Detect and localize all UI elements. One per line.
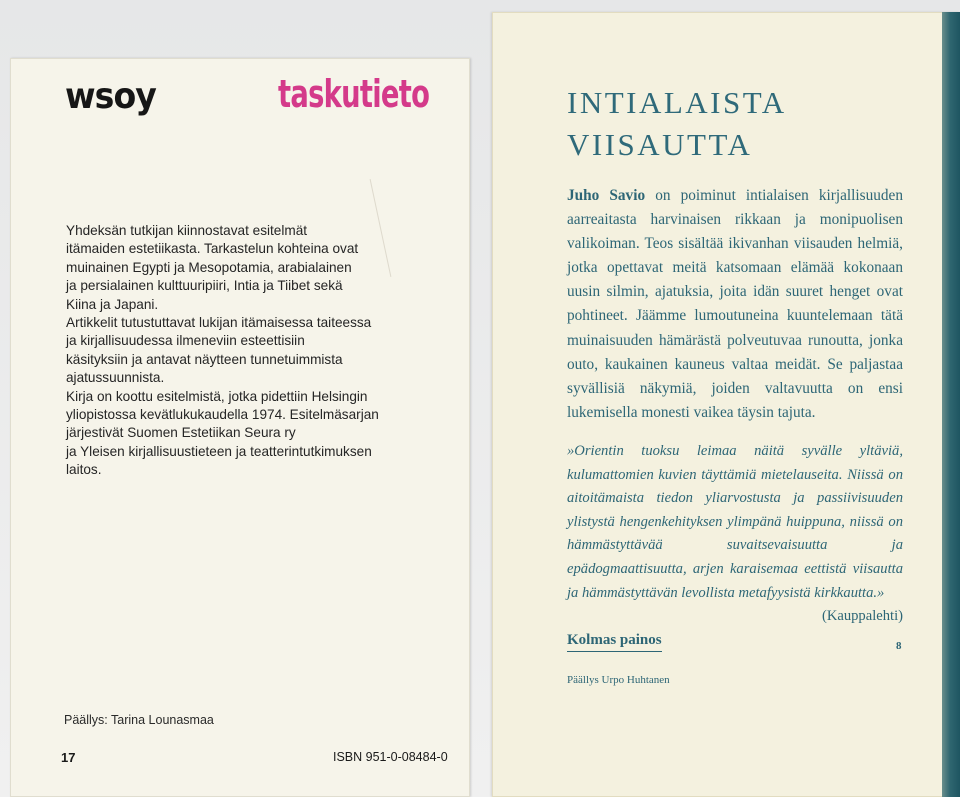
publisher-logo: wsoy xyxy=(65,76,156,117)
author-name: Juho Savio xyxy=(567,187,646,204)
edition-label: Kolmas painos xyxy=(567,632,662,652)
blurb-paragraph: Artikkelit tutustuttavat lukijan itämaisessa taiteessa ja kirjallisuudessa ilmeneviin esteettisiin käsityksiin ja antavat näytteen tunnetuimmista ajatussuunnista. xyxy=(66,315,372,386)
edition-number: 8 xyxy=(896,640,902,652)
series-number: 17 xyxy=(61,750,76,765)
quote-text: »Orientin tuoksu leimaa näitä syvälle yltäviä, kulumattomien kuvien täyttämiä mietelauseita. Niissä on aitoitämaista tiedon yliarvostusta ja passiivisuuden ylistystä hengenkehityksen ylimpänä huippuna, niissä on hämmästyttävää suvaitsevaisuutta ja epädogmaattisuutta, arjen karaisemaa eettistä viisautta ja hämmästyttävän levollista metafyysistä kirkkautta.» xyxy=(567,443,903,601)
book-spine-edge xyxy=(942,12,960,797)
cover-designer-credit: Päällys Urpo Huhtanen xyxy=(567,674,670,686)
right-book-back-cover xyxy=(492,12,960,797)
blurb-paragraph: Yhdeksän tutkijan kiinnostavat esitelmät itämaiden estetiikasta. Tarkastelun kohteina ovat muinainen Egypti ja Mesopotamia, arabialainen ja persialainen kulttuuripiiri, Intia ja Tiibet sekä Kiina ja Japani. xyxy=(66,223,359,312)
blurb-paragraph: Kirja on koottu esitelmistä, jotka pidettiin Helsingin yliopistossa kevätlukukaudella 1974. Esitelmäsarjan järjestivät Suomen Estetiikan Seura ry ja Yleisen kirjallisuustieteen ja teatterintutkimuksen laitos. xyxy=(66,388,379,478)
description-text: on poiminut intialaisen kirjallisuuden aarreaitasta harvinaisen rikkaan ja monipuolisen valikoiman. Teos sisältää ikivanhan viisauden helmiä, jotka opettavat meitä katsomaan elämää kokonaan uusin silmin, ajatuksia, joita idän suuret henget ovat pohtineet. Jäämme lumoutuneina kuuntelemaan tätä muinaisuuden hämärästä polveutuvaa runoutta, jonka outo, kaukainen kauneus valtaa meidät. Se paljastaa syvällisiä näkymiä, joiden valtavuutta on ensi lukemisella monesti vaikea täysin tajuta. xyxy=(567,187,903,421)
book-description xyxy=(567,184,903,425)
series-logo: taskutieto xyxy=(278,72,430,116)
book-title xyxy=(567,82,887,166)
quote-source: (Kauppalehti) xyxy=(821,608,903,625)
back-cover-blurb xyxy=(66,222,411,480)
left-book-back-cover xyxy=(10,58,470,797)
isbn-number: ISBN 951-0-08484-0 xyxy=(333,750,448,764)
cover-designer-credit: Päällys: Tarina Lounasmaa xyxy=(64,713,214,727)
title-line: INTIALAISTA xyxy=(567,85,787,120)
review-quote xyxy=(567,440,903,629)
title-line: VIISAUTTA xyxy=(567,127,753,162)
